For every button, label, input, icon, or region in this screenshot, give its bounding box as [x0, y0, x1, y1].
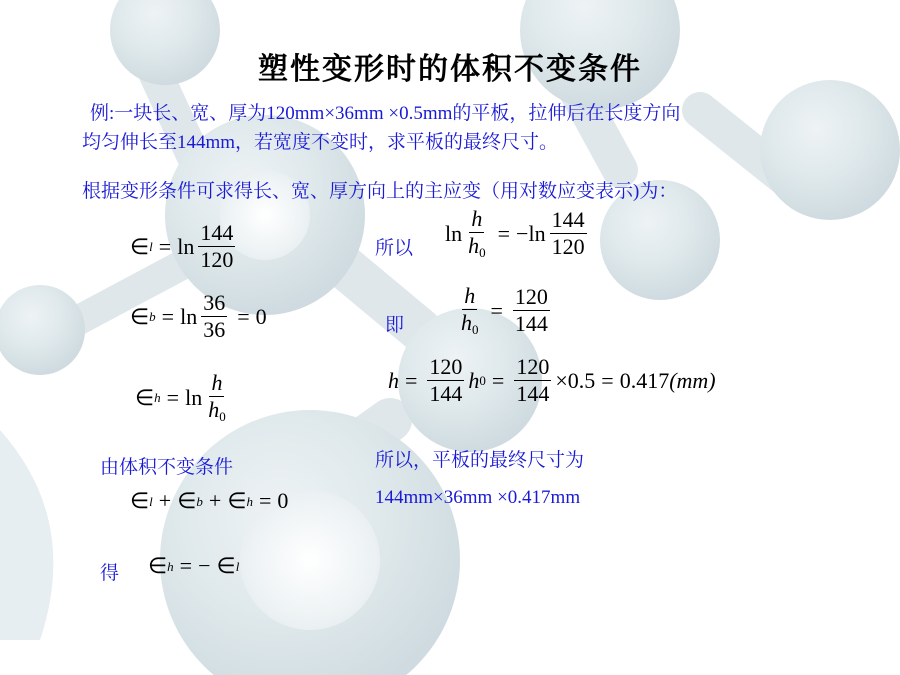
epsilon-symbol: ∈	[130, 233, 150, 259]
example-line-2: 均匀伸长至144mm，若宽度不变时，求平板的最终尺寸。	[82, 132, 559, 153]
page-title: 塑性变形时的体积不变条件	[258, 52, 642, 87]
denominator: 120	[200, 247, 234, 272]
equals-sign: =	[258, 488, 272, 513]
unit-label: (mm)	[669, 367, 716, 393]
ln-operator: ln	[528, 220, 546, 246]
epsilon-symbol: ∈	[227, 488, 247, 513]
fraction	[550, 209, 587, 258]
subscript-l: l	[149, 493, 153, 509]
plus-sign: +	[158, 488, 172, 513]
numerator: 144	[551, 207, 585, 232]
fraction	[514, 356, 551, 405]
initial-height-variable: h	[468, 367, 480, 393]
epsilon-symbol: ∈	[135, 384, 155, 410]
result-value: 0	[255, 303, 267, 329]
equals-sign: =	[497, 220, 511, 246]
subscript-l: l	[149, 239, 153, 254]
numerator: h	[471, 206, 483, 231]
result-value: 0.417	[619, 367, 670, 393]
numerator: 120	[516, 354, 550, 379]
obtain-label: 得	[100, 563, 120, 584]
denominator: 144	[514, 311, 548, 336]
epsilon-symbol: ∈	[148, 553, 168, 578]
denominator: 36	[203, 317, 226, 342]
numerator: 144	[200, 220, 234, 245]
fraction	[466, 208, 488, 259]
denominator: 144	[516, 381, 550, 406]
subscript-h: h	[246, 493, 253, 509]
strain-width-equation	[130, 292, 267, 341]
initial-thickness-value: 0.5	[567, 367, 596, 393]
intro-text: 根据变形条件可求得长、宽、厚方向上的主应变（用对数应变表示)为：	[82, 181, 678, 202]
volume-constancy-label: 由体积不变条件	[100, 457, 234, 478]
ln-operator: ln	[445, 220, 463, 246]
fraction	[459, 285, 481, 336]
denominator: h	[208, 397, 220, 422]
minus-sign: −	[516, 220, 529, 246]
times-sign: ×	[555, 367, 568, 393]
denominator: 120	[551, 234, 585, 259]
example-line-1: 例:一块长、宽、厚为120mm×36mm ×0.5mm的平板，拉伸后在长度方向	[90, 103, 681, 124]
namely-label: 即	[385, 315, 405, 336]
fraction	[201, 292, 227, 341]
subscript-0: 0	[219, 409, 226, 424]
numerator: 120	[514, 284, 548, 309]
subscript-h: h	[167, 558, 174, 574]
subscript-b: b	[196, 493, 203, 509]
equals-sign: =	[490, 297, 503, 323]
denominator: h	[468, 233, 480, 258]
result-value: 0	[277, 488, 289, 513]
equals-sign: =	[491, 367, 505, 393]
subscript-h: h	[154, 390, 161, 405]
fraction	[206, 372, 228, 423]
ln-operator: ln	[185, 384, 203, 410]
subscript-b: b	[149, 309, 156, 324]
denominator: h	[461, 310, 472, 335]
strain-thickness-equation	[135, 372, 232, 423]
epsilon-symbol: ∈	[216, 553, 236, 578]
log-ratio-equation	[445, 208, 591, 259]
height-ratio-equation	[455, 285, 554, 336]
numerator: h	[211, 370, 223, 395]
subscript-0: 0	[479, 373, 486, 388]
equals-sign: =	[161, 303, 175, 329]
ln-operator: ln	[177, 233, 195, 259]
subscript-0: 0	[472, 322, 479, 337]
fraction	[427, 356, 464, 405]
epsilon-symbol: ∈	[177, 488, 197, 513]
final-thickness-equation	[388, 356, 716, 405]
plus-sign: +	[208, 488, 222, 513]
equals-sign: =	[179, 553, 193, 578]
final-dimension-label: 所以，平板的最终尺寸为	[375, 450, 585, 471]
epsilon-symbol: ∈	[130, 488, 150, 513]
equals-sign: =	[601, 367, 614, 393]
fraction	[198, 222, 235, 271]
subscript-0: 0	[479, 245, 486, 260]
ln-operator: ln	[180, 303, 198, 329]
equals-sign: =	[405, 367, 418, 393]
therefore-label: 所以	[375, 238, 414, 259]
thickness-strain-result-equation	[148, 555, 239, 577]
numerator: 120	[429, 354, 463, 379]
strain-length-equation	[130, 222, 239, 271]
volume-constancy-equation	[130, 490, 288, 512]
epsilon-symbol: ∈	[130, 303, 150, 329]
subscript-l: l	[235, 558, 240, 574]
height-variable: h	[388, 367, 399, 393]
fraction	[513, 286, 550, 335]
equals-sign: =	[158, 233, 172, 259]
denominator: 144	[429, 381, 463, 406]
numerator: 36	[203, 290, 226, 315]
final-dimension-value: 144mm×36mm ×0.417mm	[375, 487, 581, 508]
equals-sign: =	[237, 303, 250, 329]
minus-sign: −	[198, 553, 211, 578]
numerator: h	[464, 283, 476, 308]
equals-sign: =	[166, 384, 180, 410]
